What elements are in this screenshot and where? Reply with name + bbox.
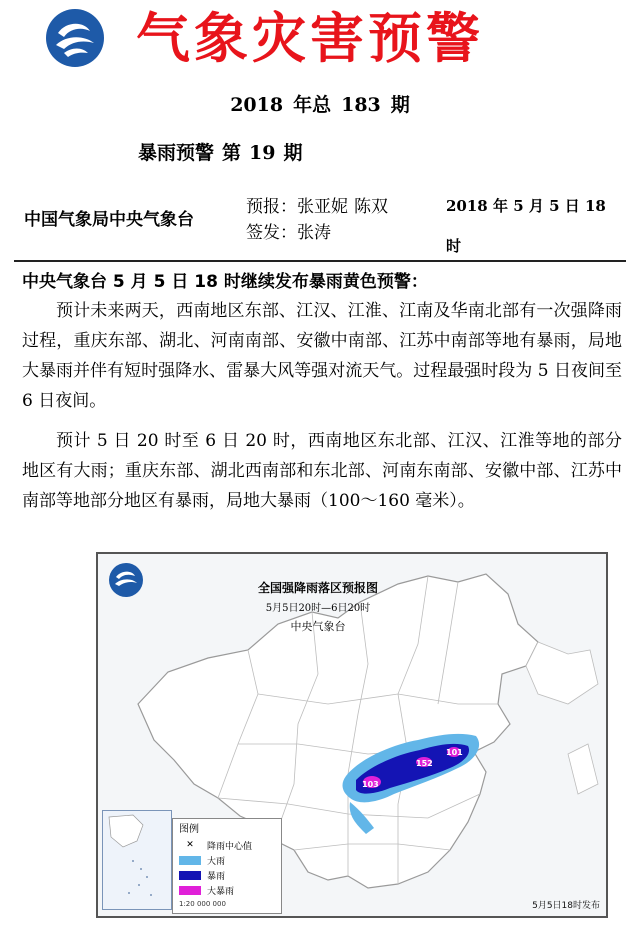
inset-map-graphic [103,811,171,909]
issue-datetime-line-2: 时 [446,237,462,255]
total-issue-number: 183 [341,94,381,116]
severe-rainstorm-swatch [179,886,201,895]
legend-item-rainstorm [179,868,275,883]
forecaster-name-1: 张亚妮 [297,197,348,217]
legend-label: 暴雨 [207,872,226,882]
warning-issue-prefix: 第 [222,142,242,164]
cma-map-logo-icon [108,562,144,598]
forecasters-row [246,194,388,220]
warning-type: 暴雨预警 [138,142,215,164]
legend-label: 大雨 [207,857,226,867]
masthead [0,0,640,84]
issue-datetime-line-1: 2018 年 5 月 5 日 18 [446,197,606,215]
warning-issue-line [138,140,303,166]
warning-issue-suffix: 期 [283,142,303,164]
map-issue-time: 5月5日18时发布 [532,901,600,911]
approver-label: 签发： [246,223,297,243]
forecaster-label: 预报： [246,197,297,217]
total-issue-suffix: 期 [390,94,410,116]
map-legend [172,818,282,914]
center-value-east: 101 [446,748,463,757]
bulletin-title: 气象灾害预警 [136,6,484,70]
center-mark-icon: ✕ [186,840,194,850]
forecaster-name-2: 陈双 [354,197,388,217]
rainstorm-swatch [179,871,201,880]
approver-row [246,220,388,246]
warning-headline: 中央气象台 5 月 5 日 18 时继续发布暴雨黄色预警： [22,272,428,292]
map-agency: 中央气象台 [290,620,346,633]
legend-item-severe-rainstorm [179,883,275,898]
center-value-central: 152 [416,759,433,768]
issue-year: 2018 [230,94,284,116]
legend-item-heavy-rain [179,853,275,868]
staff-block [246,194,388,246]
total-issue-line [0,92,640,118]
legend-label: 降雨中心值 [207,842,253,852]
legend-item-center-value [179,838,275,853]
legend-label: 大暴雨 [207,887,235,897]
rainfall-forecast-map [96,552,608,918]
map-period: 5月5日20时—6日20时 [265,603,371,614]
map-scale: 1:20 000 000 [179,900,226,908]
issue-year-label: 年总 [293,94,332,116]
approver-name: 张涛 [297,223,331,243]
heavy-rain-swatch [179,856,201,865]
agency-name: 中国气象局中央气象台 [24,210,194,230]
forecast-paragraph-2: 预计 5 日 20 时至 6 日 20 时，西南地区东北部、江汉、江淮等地的部分地区有大雨；重庆东部、湖北西南部和东北部、河南东南部、安徽中部、江苏中南部等地部分地区有暴雨，局地大暴雨（100～160 毫米）。 [22,431,622,511]
center-value-west: 103 [362,780,379,789]
south-china-sea-inset [102,810,172,910]
forecast-paragraph-1: 预计未来两天，西南地区东部、江汉、江淮、江南及华南北部有一次强降雨过程，重庆东部、湖北、河南南部、安徽中南部、江苏中南部等地有暴雨，局地大暴雨并伴有短时强降水、雷暴大风等强对流天气。过程最强时段为 5 日夜间至 6 日夜间。 [22,301,622,411]
legend-title: 图例 [179,824,199,835]
cma-logo-icon [44,7,106,69]
warning-issue-number: 19 [249,142,276,164]
map-title: 全国强降雨落区预报图 [257,581,378,595]
header-divider [14,260,626,262]
issue-datetime [446,186,634,266]
